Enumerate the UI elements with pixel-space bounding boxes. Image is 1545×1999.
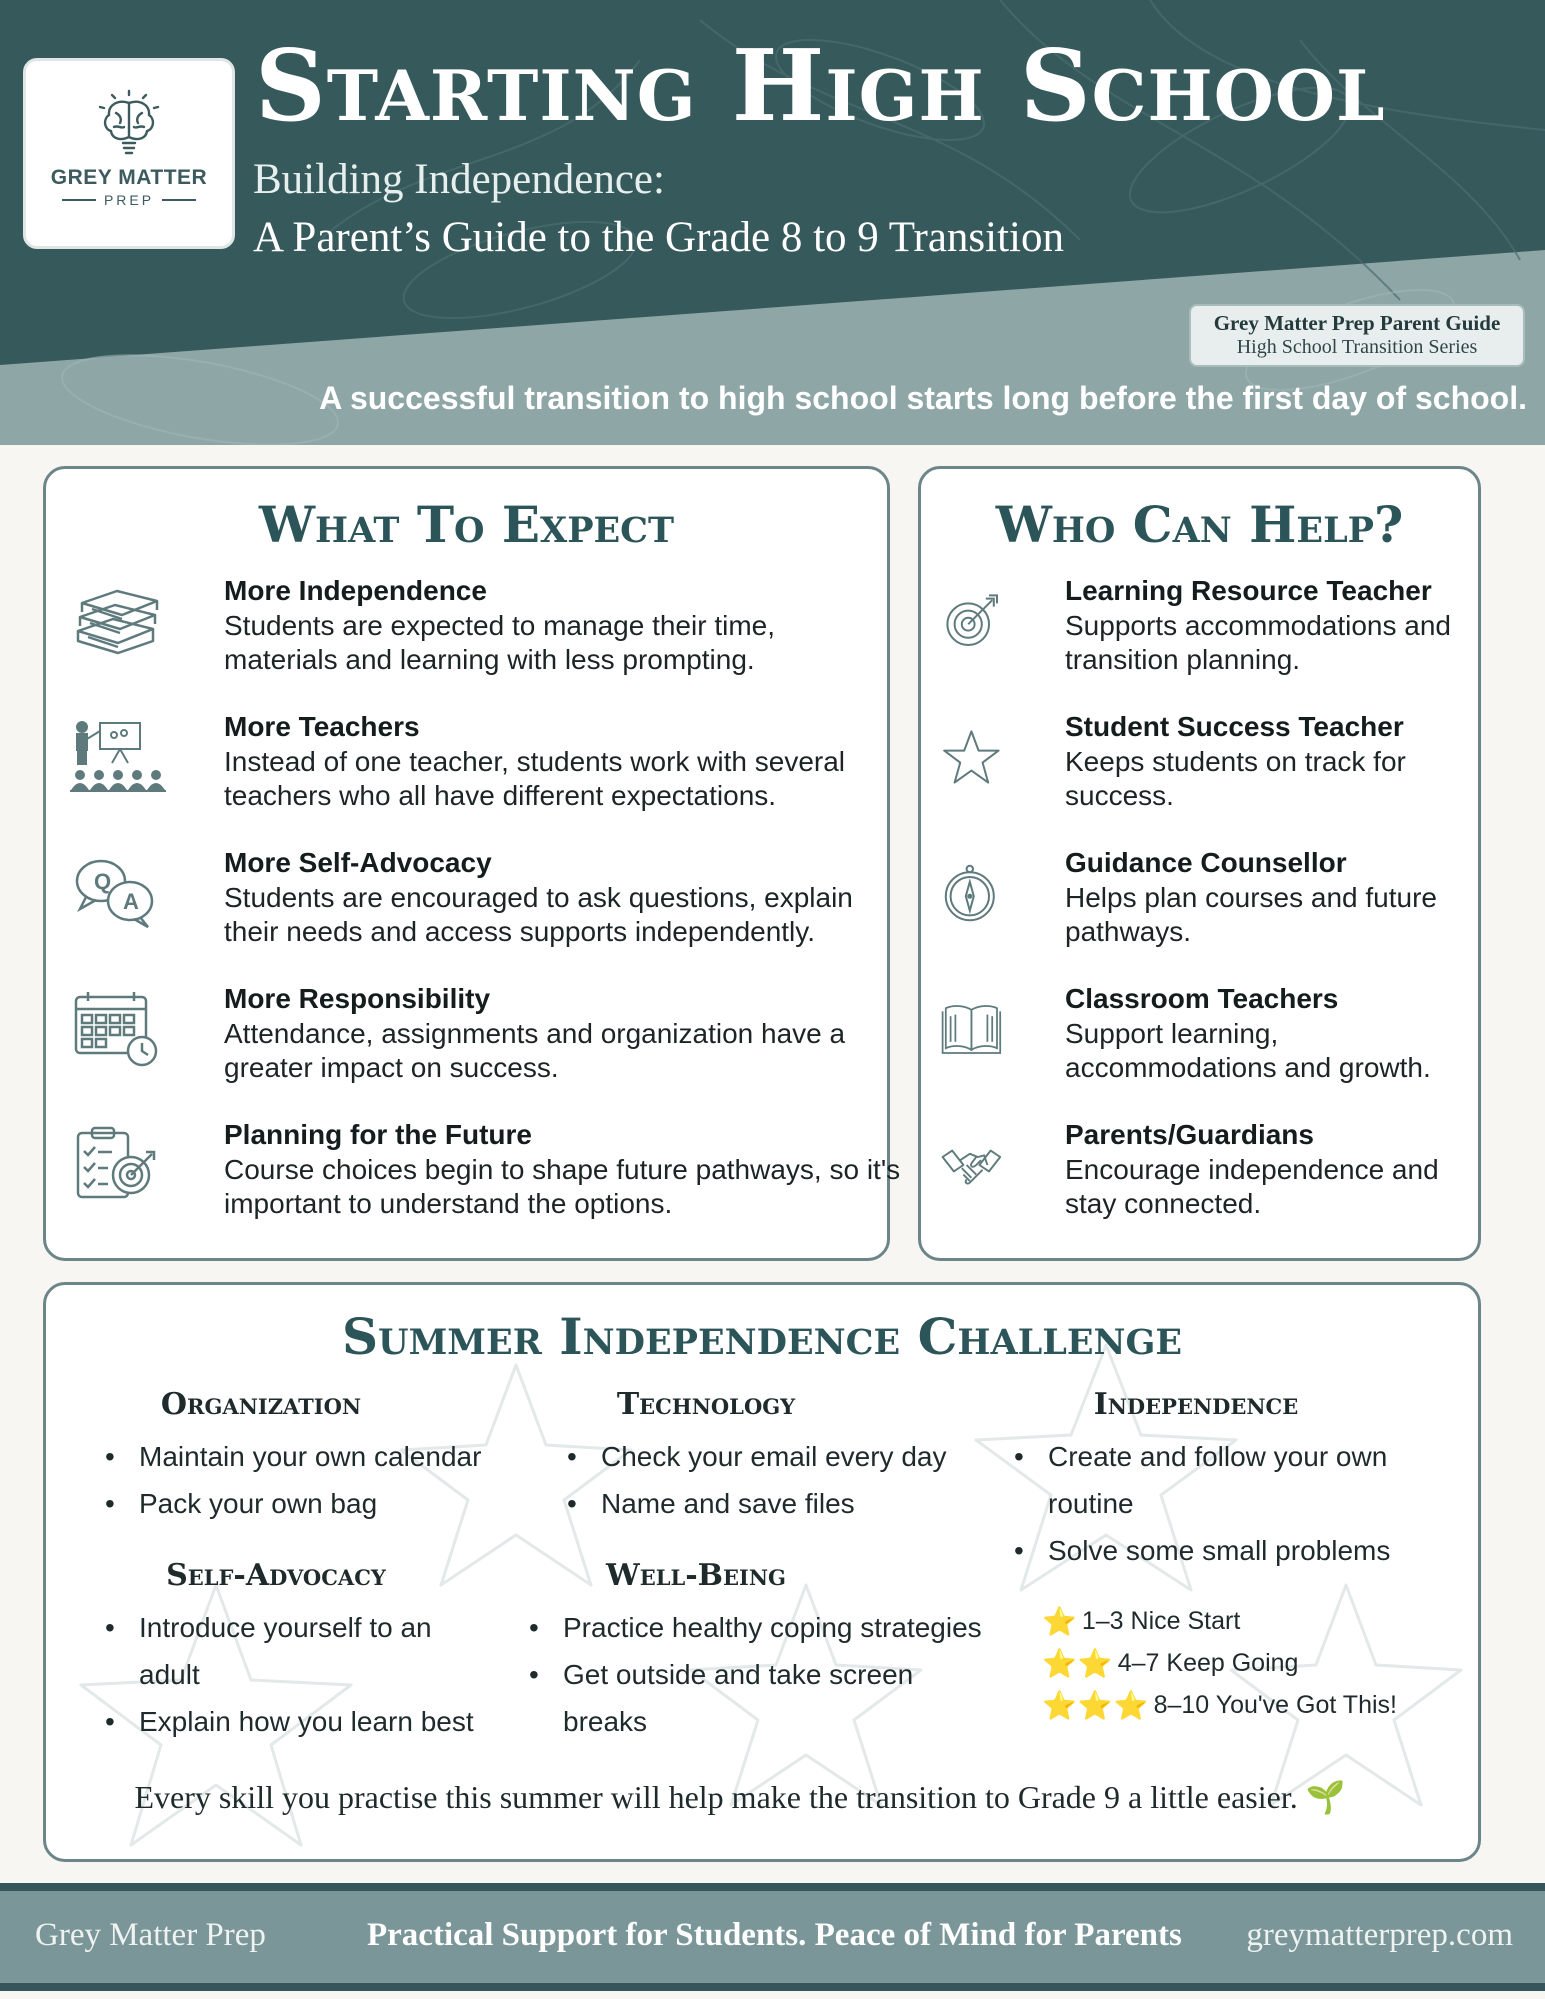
logo: [23, 58, 235, 249]
help-item-desc: Support learning, accommodations and growth.: [1065, 1018, 1431, 1083]
scale-row: [1042, 1689, 1397, 1722]
expect-item-desc: Course choices begin to shape future pathways, so it's important to understand the options.: [224, 1154, 901, 1219]
who-can-help-panel: [918, 466, 1481, 1261]
closing-message: Every skill you practise this summer will help make the transition to Grade 9 a little easier. 🌱: [134, 1779, 1346, 1815]
series-badge-line-1: Grey Matter Prep Parent Guide: [1213, 311, 1501, 335]
summer-challenge-panel: [43, 1282, 1481, 1862]
expect-item-title: More Independence: [224, 575, 487, 606]
help-item-desc: Helps plan courses and future pathways.: [1065, 882, 1437, 947]
technology-item: • Check your email every day: [601, 1433, 1021, 1480]
calendar-clock-icon: [68, 989, 168, 1069]
star-rating-icon: ⭐⭐: [1042, 1648, 1114, 1679]
what-to-expect-panel: [43, 466, 901, 1261]
scale-row: [1042, 1605, 1240, 1638]
expect-item-title: More Responsibility: [224, 983, 491, 1014]
series-badge-line-2: High School Transition Series: [1236, 336, 1478, 358]
help-item-desc: Supports accommodations and transition planning.: [1065, 610, 1451, 675]
expect-item-desc: Students are encouraged to ask questions, explain their needs and access supports independently.: [224, 882, 853, 947]
footer: [0, 1883, 1545, 1991]
technology-heading: Technology: [616, 1387, 796, 1422]
organization-item: • Maintain your own calendar: [139, 1433, 519, 1480]
target-icon: [941, 581, 1021, 661]
scale-label: 4–7 Keep Going: [1117, 1649, 1299, 1677]
header-banner: [0, 0, 1545, 445]
expect-item: [68, 983, 878, 1093]
subtitle-line-2: A Parent’s Guide to the Grade 8 to 9 Transition: [253, 214, 1064, 261]
scale-row: [1042, 1647, 1298, 1680]
logo-subtext: PREP: [26, 192, 232, 208]
scale-label: 1–3 Nice Start: [1081, 1607, 1241, 1635]
compass-icon: [941, 853, 1021, 933]
clipboard-target-icon: [68, 1125, 168, 1205]
expect-item: [68, 711, 878, 821]
well-being-item: • Get outside and take screen breaks: [563, 1651, 963, 1745]
expect-item: [68, 847, 878, 957]
self-advocacy-item: • Introduce yourself to an adult: [139, 1604, 479, 1698]
scale-label: 8–10 You've Got This!: [1153, 1691, 1397, 1719]
footer-brand: Grey Matter Prep: [35, 1917, 266, 1953]
what-to-expect-heading: What To Expect: [258, 495, 675, 554]
independence-item: • Create and follow your own routine: [1048, 1433, 1448, 1527]
help-item-title: Guidance Counsellor: [1065, 847, 1347, 878]
expect-item-desc: Students are expected to manage their time, materials and learning with less prompting.: [224, 610, 775, 675]
independence-item: • Solve some small problems: [1048, 1527, 1448, 1574]
open-book-icon: [941, 989, 1021, 1069]
expect-item-title: More Self-Advocacy: [224, 847, 492, 878]
star-icon: [941, 717, 1021, 797]
self-advocacy-item: • Explain how you learn best: [139, 1698, 499, 1745]
well-being-heading: Well-Being: [606, 1558, 786, 1593]
logo-wordmark: GREY MATTER: [50, 166, 208, 189]
expect-item-desc: Instead of one teacher, students work with several teachers who all have different expectations.: [224, 746, 846, 811]
expect-item: [68, 575, 878, 685]
help-item-title: Classroom Teachers: [1065, 983, 1339, 1014]
technology-item: • Name and save files: [601, 1480, 1021, 1527]
page-title: Starting High School: [255, 29, 1386, 144]
footer-slogan: Practical Support for Students. Peace of Mind for Parents: [367, 1917, 1182, 1953]
books-icon: [68, 581, 168, 661]
help-item: [941, 711, 1471, 821]
expect-item-desc: Attendance, assignments and organization have a greater impact on success.: [224, 1018, 846, 1083]
expect-item-title: Planning for the Future: [224, 1119, 532, 1150]
footer-website-link[interactable]: greymatterprep.com: [1246, 1917, 1513, 1953]
classroom-icon: [68, 717, 168, 797]
star-rating-icon: ⭐⭐⭐: [1042, 1690, 1150, 1721]
independence-heading: Independence: [1093, 1387, 1299, 1422]
summer-challenge-heading: Summer Independence Challenge: [341, 1307, 1183, 1366]
help-item: [941, 847, 1471, 957]
handshake-icon: [941, 1125, 1021, 1205]
svg-text:A: A: [123, 889, 139, 914]
help-item: [941, 1119, 1471, 1229]
expect-item: [68, 1119, 901, 1229]
help-item-title: Learning Resource Teacher: [1065, 575, 1432, 606]
help-item: [941, 983, 1471, 1093]
self-advocacy-heading: Self-Advocacy: [166, 1558, 386, 1593]
brain-bulb-icon: [94, 89, 164, 155]
star-rating-icon: ⭐: [1042, 1606, 1078, 1637]
qa-bubbles-icon: [68, 853, 168, 933]
subtitle-line-1: Building Independence:: [253, 156, 665, 203]
help-item-title: Student Success Teacher: [1065, 711, 1404, 742]
well-being-item: • Practice healthy coping strategies: [563, 1604, 1033, 1651]
tagline: A successful transition to high school starts long before the first day of school.: [319, 380, 1527, 416]
help-item-desc: Encourage independence and stay connected.: [1065, 1154, 1439, 1219]
series-badge: [1189, 304, 1525, 367]
help-item-desc: Keeps students on track for success.: [1065, 746, 1406, 811]
who-can-help-heading: Who Can Help?: [995, 495, 1404, 554]
svg-text:Q: Q: [94, 869, 112, 894]
help-item: [941, 575, 1471, 685]
help-item-title: Parents/Guardians: [1065, 1119, 1314, 1150]
expect-item-title: More Teachers: [224, 711, 420, 742]
organization-heading: Organization: [160, 1387, 362, 1422]
organization-item: • Pack your own bag: [139, 1480, 519, 1527]
